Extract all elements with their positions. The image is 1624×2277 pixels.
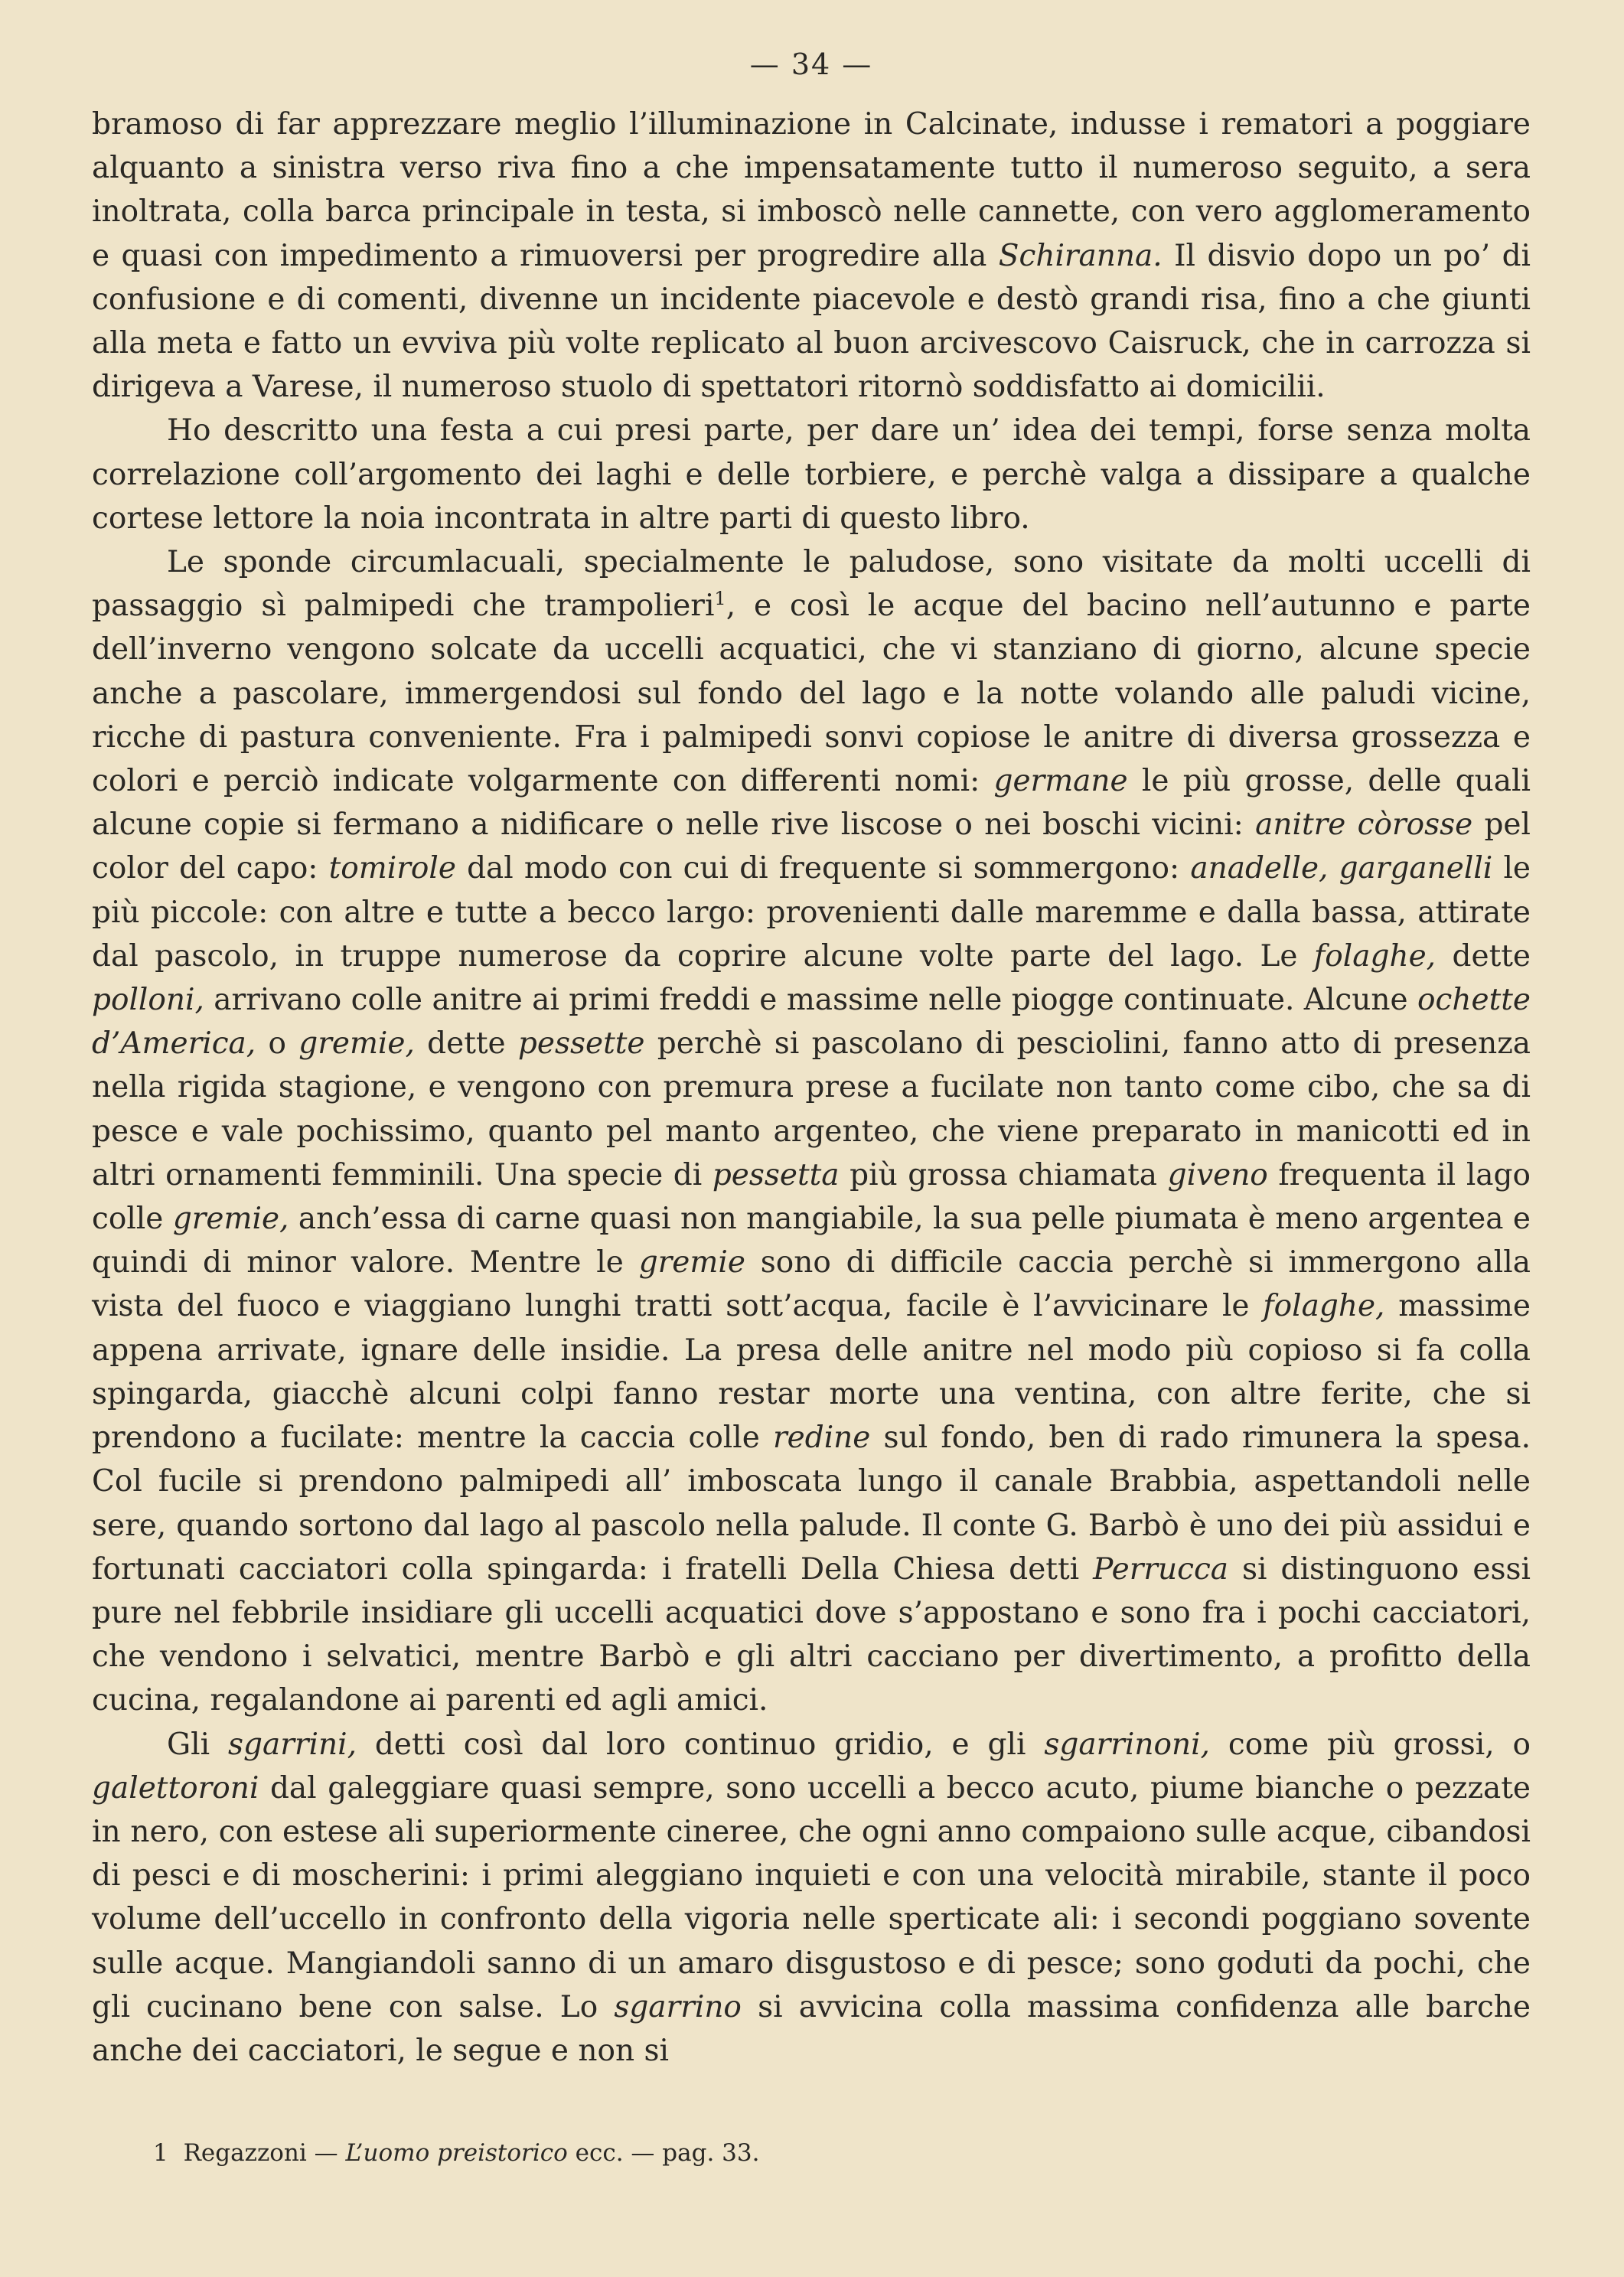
text-run: Il disvio dopo un po’ di confusione e di comenti, divenne un incidente piacevole e destò grandi risa, fino a che giunti alla meta e fatto un evviva più volte replicato al buon arcivescovo Caisruck, che in carrozza si dirigeva a Varese, il numeroso stuolo di spettatori ritornò soddisfatto ai domicilii. (92, 238, 1531, 405)
text-run: arrivano colle anitre ai primi freddi e massime nelle piogge continuate. Alcune (204, 983, 1418, 1018)
text-run: pel color del capo: (92, 807, 1531, 886)
italic-term: germane (993, 764, 1128, 799)
italic-term: L’uomo preistorico (345, 2139, 568, 2167)
text-run: detti così dal loro continuo gridio, e gli (357, 1727, 1045, 1762)
text-run: le più piccole: con altre e tutte a becco largo: provenienti dalle maremme e dalla bassa, attirate dal pascolo, in truppe numerose da coprire alcune volte parte del lago. Le (92, 851, 1531, 974)
text-run: Gli (167, 1727, 229, 1762)
paragraph-2 (92, 409, 1531, 540)
italic-term: Perrucca (1093, 1551, 1229, 1587)
text-run: , e così le acque del bacino nell’autunno e parte dell’inverno vengono solcate da uccelli acquatici, che vi stanziano di giorno, alcune specie anche a pascolare, immergendosi sul fondo del lago e la notte volando alle paludi vicine, ricche di pastura conveniente. Fra i palmipedi sonvi copiose le anitre di diversa grossezza e colori e perciò indicate volgarmente con differenti nomi: (92, 589, 1531, 799)
text-run: o (256, 1026, 299, 1062)
italic-term: gremie (638, 1245, 745, 1280)
italic-term: sgarrino (614, 1989, 742, 2024)
text-run: dal modo con cui di frequente si sommergono: (455, 851, 1191, 886)
italic-term: gremie, (172, 1202, 289, 1237)
italic-term: anitre còrosse (1255, 807, 1473, 843)
italic-term: folaghe, (1263, 1289, 1385, 1324)
italic-term: polloni, (92, 983, 204, 1018)
text-run: le più grosse, delle quali alcune copie si fermano a nidificare o nelle rive liscose o nei boschi vicini: (92, 764, 1531, 843)
italic-term: pessette (517, 1026, 645, 1062)
page (92, 47, 1531, 2073)
paragraph-1 (92, 103, 1531, 409)
italic-term: ochette d’America, (92, 983, 1531, 1062)
italic-term: pessetta (712, 1157, 840, 1192)
text-run: massime appena arrivate, ignare delle insidie. La presa delle anitre nel modo più copioso si fa colla spingarda, giacchè alcuni colpi fanno restar morte una ventina, con altre ferite, che si prendono a fucilate: mentre la caccia colle (92, 1289, 1531, 1456)
text-run: dal galeggiare quasi sempre, sono uccelli a becco acuto, piume bianche o pezzate in nero, con estese ali superiormente cineree, che ogni anno compaiono sulle acque, cibandosi di pesci e di moscherini: i primi aleggiano inquieti e con una velocità mirabile, stante il poco volume dell’uccello in confronto della vigoria nelle sperticate ali: i secondi poggiano sovente sulle acque. Mangiandoli sanno di un amaro disgustoso e di pesce; sono goduti da pochi, che gli cucinano bene con salse. Lo (92, 1770, 1531, 2024)
italic-term: sgarrini, (228, 1727, 357, 1762)
italic-term: tomirole (328, 851, 456, 886)
italic-term: redine (773, 1421, 871, 1456)
text-run: sono di difficile caccia perchè si immergono alla vista del fuoco e viaggiano lunghi tratti sott’acqua, facile è l’avvicinare le (92, 1245, 1531, 1324)
text-run: frequenta il lago colle (92, 1157, 1531, 1237)
paragraph-3 (92, 540, 1531, 1722)
italic-term: gremie, (298, 1026, 415, 1062)
footnote-number: 1 (153, 2139, 168, 2167)
footnote-reference: 1 (714, 588, 726, 610)
footnote-run: ecc. — pag. 33. (567, 2139, 760, 2167)
footnote-run: Regazzoni — (183, 2139, 346, 2167)
text-run: più grossa chiamata (839, 1157, 1168, 1192)
paragraph-4 (92, 1723, 1531, 2073)
footnote (153, 2139, 759, 2167)
text-run: Le sponde circumlacuali, specialmente le paludose, sono visitate da molti uccelli di passaggio sì palmipedi che trampolieri (92, 545, 1531, 624)
text-run: come più grossi, o (1209, 1727, 1531, 1762)
text-run: si avvicina colla massima confidenza alle barche anche dei cacciatori, le segue e non si (92, 1989, 1531, 2068)
italic-term: Schiranna. (998, 238, 1163, 273)
italic-term: sgarrinoni, (1044, 1727, 1210, 1762)
text-run: dette (1436, 938, 1531, 974)
text-run: bramoso di far apprezzare meglio l’illuminazione in Calcinate, indusse i rematori a poggiare alquanto a sinistra verso riva fino a che impensatamente tutto il numeroso seguito, a sera inoltrata, colla barca principale in testa, si imboscò nelle cannette, con vero agglomeramento e quasi con impedimento a rimuoversi per progredire alla (92, 107, 1531, 273)
footnote-text (184, 2139, 760, 2167)
text-run: si distinguono essi pure nel febbrile insidiare gli uccelli acquatici dove s’appostano e sono fra i pochi cacciatori, che vendono i selvatici, mentre Barbò e gli altri cacciano per divertimento, a profitto della cucina, regalandone ai parenti ed agli amici. (92, 1551, 1531, 1718)
text-run: perchè si pascolano di pesciolini, fanno atto di presenza nella rigida stagione, e vengono con premura prese a fucilate non tanto come cibo, che sa di pesce e vale pochissimo, quanto pel manto argenteo, che viene preparato in manicotti ed in altri ornamenti femminili. Una specie di (92, 1026, 1531, 1192)
italic-term: anadelle, garganelli (1190, 851, 1493, 886)
body-text (92, 103, 1531, 2073)
text-run: anch’essa di carne quasi non mangiabile, la sua pelle piumata è meno argentea e quindi di minor valore. Mentre le (92, 1202, 1531, 1280)
text-run: sul fondo, ben di rado rimunera la spesa. Col fucile si prendono palmipedi all’ imboscata lungo il canale Brabbia, aspettandoli nelle sere, quando sortono dal lago al pascolo nella palude. Il conte G. Barbò è uno dei più assidui e fortunati cacciatori colla spingarda: i fratelli Della Chiesa detti (92, 1421, 1531, 1587)
text-run: dette (414, 1026, 518, 1062)
italic-term: folaghe, (1313, 938, 1436, 974)
text-run: Ho descritto una festa a cui presi parte, per dare un’ idea dei tempi, forse senza molta correlazione coll’argomento dei laghi e delle torbiere, e perchè valga a dissipare a qualche cortese lettore la noia incontrata in altre parti di questo libro. (92, 413, 1531, 536)
italic-term: giveno (1167, 1157, 1268, 1192)
page-number: — 34 — (749, 47, 873, 81)
italic-term: galettoroni (92, 1770, 259, 1806)
